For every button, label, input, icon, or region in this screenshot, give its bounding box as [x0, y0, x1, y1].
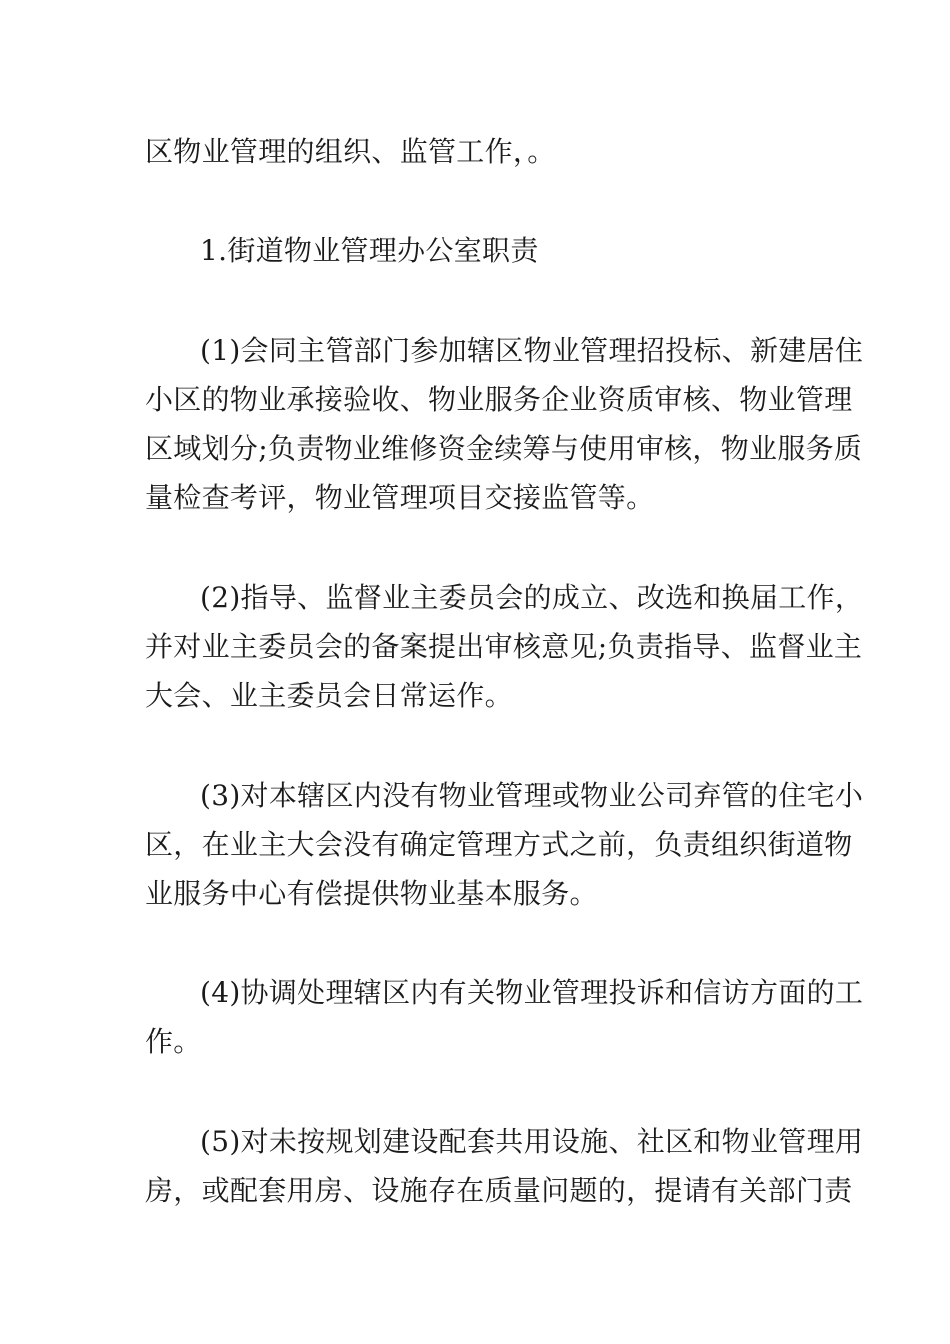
item-1-line-1: (1)会同主管部门参加辖区物业管理招投标、新建居住: [200, 334, 864, 367]
item-3-line-1: (3)对本辖区内没有物业管理或物业公司弃管的住宅小: [200, 779, 864, 812]
item-1-line-2: 小区的物业承接验收、物业服务企业资质审核、物业管理: [145, 383, 853, 416]
item-5-line-2: 房，或配套用房、设施存在质量问题的，提请有关部门责: [145, 1174, 853, 1207]
item-2-line-1: (2)指导、监督业主委员会的成立、改选和换届工作，: [200, 581, 864, 614]
paragraph-line-intro: 区物业管理的组织、监管工作，。: [145, 135, 556, 168]
item-5-line-1: (5)对未按规划建设配套共用设施、社区和物业管理用: [200, 1125, 864, 1158]
item-1-line-3: 区域划分;负责物业维修资金续筹与使用审核，物业服务质: [145, 432, 863, 465]
item-3-line-3: 业服务中心有偿提供物业基本服务。: [145, 877, 598, 910]
item-2-line-3: 大会、业主委员会日常运作。: [145, 679, 513, 712]
item-3-line-2: 区，在业主大会没有确定管理方式之前，负责组织街道物: [145, 828, 853, 861]
item-1-line-4: 量检查考评，物业管理项目交接监管等。: [145, 481, 655, 514]
item-4-line-1: (4)协调处理辖区内有关物业管理投诉和信访方面的工: [200, 976, 864, 1009]
item-2-line-2: 并对业主委员会的备案提出审核意见;负责指导、监督业主: [145, 630, 863, 663]
section-heading: 1.街道物业管理办公室职责: [200, 234, 539, 267]
item-4-line-2: 作。: [145, 1025, 202, 1058]
